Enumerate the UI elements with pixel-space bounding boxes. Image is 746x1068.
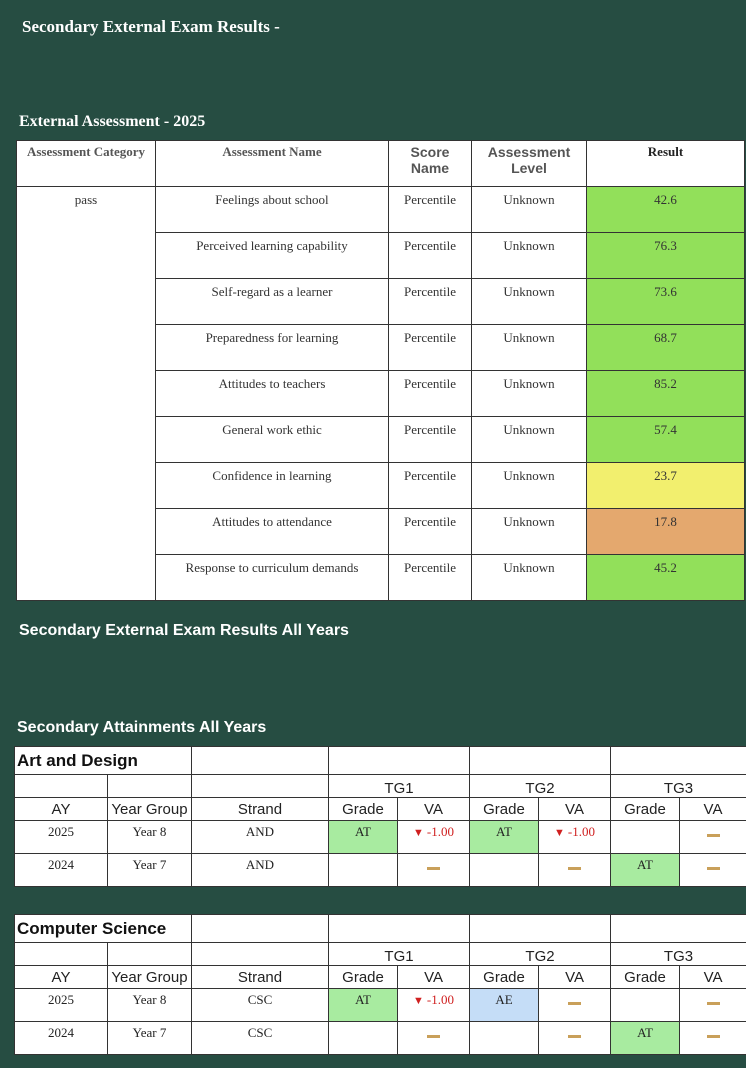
blank-cell xyxy=(329,747,470,775)
va-cell xyxy=(680,854,746,887)
va-cell xyxy=(539,989,611,1022)
assessment-level-cell: Unknown xyxy=(472,509,587,555)
external-assessment-table xyxy=(16,140,745,601)
header-va[interactable]: VA xyxy=(398,798,470,821)
assessment-name-cell: General work ethic xyxy=(156,417,389,463)
grade-cell: AT xyxy=(329,989,398,1022)
header-va[interactable]: VA xyxy=(539,966,611,989)
assessment-category-cell: pass xyxy=(17,187,156,601)
blank-cell xyxy=(15,943,108,966)
header-va[interactable]: VA xyxy=(680,966,746,989)
no-change-dash-icon xyxy=(427,867,440,870)
no-change-dash-icon xyxy=(568,867,581,870)
subject-title: Art and Design xyxy=(15,747,192,775)
va-cell xyxy=(398,854,470,887)
va-cell xyxy=(398,1022,470,1055)
assessment-level-cell: Unknown xyxy=(472,417,587,463)
year-group-cell: Year 7 xyxy=(108,1022,192,1055)
blank-cell xyxy=(470,915,611,943)
assessment-level-cell: Unknown xyxy=(472,463,587,509)
table-row xyxy=(15,821,746,854)
va-cell xyxy=(398,989,470,1022)
header-va[interactable]: VA xyxy=(680,798,746,821)
down-arrow-icon: ▼ xyxy=(413,827,424,839)
blank-cell xyxy=(611,915,746,943)
result-cell: 85.2 xyxy=(587,371,745,417)
header-assessment-category[interactable]: Assessment Category xyxy=(17,141,156,187)
assessment-name-cell: Perceived learning capability xyxy=(156,233,389,279)
grade-cell xyxy=(470,1022,539,1055)
va-down-value xyxy=(413,992,454,1007)
tg-header-1[interactable]: TG1 xyxy=(329,775,470,798)
va-cell xyxy=(680,1022,746,1055)
strand-cell: CSC xyxy=(192,989,329,1022)
assessment-name-cell: Self-regard as a learner xyxy=(156,279,389,325)
header-assessment-level[interactable]: Assessment Level xyxy=(472,141,587,187)
assessment-name-cell: Attitudes to attendance xyxy=(156,509,389,555)
score-name-cell: Percentile xyxy=(389,371,472,417)
strand-cell: CSC xyxy=(192,1022,329,1055)
assessment-level-cell: Unknown xyxy=(472,325,587,371)
result-cell: 17.8 xyxy=(587,509,745,555)
attainments-title: Secondary Attainments All Years xyxy=(17,719,267,736)
no-change-dash-icon xyxy=(427,1035,440,1038)
tg-header-row xyxy=(15,943,746,966)
blank-cell xyxy=(15,775,108,798)
no-change-dash-icon xyxy=(707,1035,720,1038)
header-grade[interactable]: Grade xyxy=(611,966,680,989)
grade-cell xyxy=(470,854,539,887)
va-cell xyxy=(680,989,746,1022)
header-ay[interactable]: AY xyxy=(15,798,108,821)
blank-cell xyxy=(192,915,329,943)
page-title: Secondary External Exam Results - xyxy=(22,17,280,36)
assessment-name-cell: Preparedness for learning xyxy=(156,325,389,371)
blank-cell xyxy=(108,943,192,966)
header-grade[interactable]: Grade xyxy=(329,798,398,821)
header-result[interactable]: Result xyxy=(587,141,745,187)
result-cell: 45.2 xyxy=(587,555,745,601)
down-arrow-icon: ▼ xyxy=(413,995,424,1007)
down-arrow-icon: ▼ xyxy=(554,827,565,839)
grade-cell: AT xyxy=(611,854,680,887)
score-name-cell: Percentile xyxy=(389,417,472,463)
blank-cell xyxy=(329,915,470,943)
header-ay[interactable]: AY xyxy=(15,966,108,989)
header-grade[interactable]: Grade xyxy=(611,798,680,821)
header-va[interactable]: VA xyxy=(398,966,470,989)
blank-cell xyxy=(611,747,746,775)
subject-row xyxy=(15,747,746,775)
strand-cell: AND xyxy=(192,821,329,854)
header-strand[interactable]: Strand xyxy=(192,798,329,821)
assessment-level-cell: Unknown xyxy=(472,233,587,279)
result-cell: 57.4 xyxy=(587,417,745,463)
column-header-row xyxy=(15,966,746,989)
va-down-value xyxy=(554,824,595,839)
header-va[interactable]: VA xyxy=(539,798,611,821)
assessment-level-cell: Unknown xyxy=(472,279,587,325)
tg-header-1[interactable]: TG1 xyxy=(329,943,470,966)
score-name-cell: Percentile xyxy=(389,509,472,555)
grade-cell: AT xyxy=(470,821,539,854)
score-name-cell: Percentile xyxy=(389,187,472,233)
header-grade[interactable]: Grade xyxy=(329,966,398,989)
all-years-title: Secondary External Exam Results All Years xyxy=(19,622,349,639)
table-row xyxy=(15,989,746,1022)
assessment-level-cell: Unknown xyxy=(472,371,587,417)
tg-header-2[interactable]: TG2 xyxy=(470,775,611,798)
blank-cell xyxy=(470,747,611,775)
year-group-cell: Year 8 xyxy=(108,989,192,1022)
grade-cell: AT xyxy=(611,1022,680,1055)
table-header-row xyxy=(17,141,745,187)
attainment-table xyxy=(14,746,746,887)
tg-header-2[interactable]: TG2 xyxy=(470,943,611,966)
header-grade[interactable]: Grade xyxy=(470,798,539,821)
assessment-level-cell: Unknown xyxy=(472,187,587,233)
assessment-name-cell: Feelings about school xyxy=(156,187,389,233)
va-value: -1.00 xyxy=(567,824,595,839)
va-cell xyxy=(539,1022,611,1055)
tg-header-3[interactable]: TG3 xyxy=(611,775,746,798)
table-row xyxy=(15,854,746,887)
score-name-cell: Percentile xyxy=(389,325,472,371)
va-cell xyxy=(539,821,611,854)
assessment-level-cell: Unknown xyxy=(472,555,587,601)
subject-row xyxy=(15,915,746,943)
grade-cell xyxy=(611,821,680,854)
no-change-dash-icon xyxy=(568,1002,581,1005)
attainment-table xyxy=(14,914,746,1055)
assessment-name-cell: Confidence in learning xyxy=(156,463,389,509)
assessment-name-cell: Attitudes to teachers xyxy=(156,371,389,417)
ay-cell: 2025 xyxy=(15,821,108,854)
score-name-cell: Percentile xyxy=(389,463,472,509)
va-cell xyxy=(539,854,611,887)
va-value: -1.00 xyxy=(426,992,454,1007)
external-assessment-title: External Assessment - 2025 xyxy=(19,113,206,130)
header-grade[interactable]: Grade xyxy=(470,966,539,989)
no-change-dash-icon xyxy=(707,1002,720,1005)
ay-cell: 2024 xyxy=(15,1022,108,1055)
header-year-group[interactable]: Year Group xyxy=(108,798,192,821)
column-header-row xyxy=(15,798,746,821)
grade-cell: AT xyxy=(329,821,398,854)
assessment-name-cell: Response to curriculum demands xyxy=(156,555,389,601)
score-name-cell: Percentile xyxy=(389,279,472,325)
blank-cell xyxy=(108,775,192,798)
result-cell: 76.3 xyxy=(587,233,745,279)
blank-cell xyxy=(192,747,329,775)
tg-header-row xyxy=(15,775,746,798)
va-cell xyxy=(398,821,470,854)
result-cell: 73.6 xyxy=(587,279,745,325)
no-change-dash-icon xyxy=(707,834,720,837)
no-change-dash-icon xyxy=(568,1035,581,1038)
grade-cell: AE xyxy=(470,989,539,1022)
grade-cell xyxy=(329,854,398,887)
blank-cell xyxy=(192,943,329,966)
year-group-cell: Year 7 xyxy=(108,854,192,887)
ay-cell: 2024 xyxy=(15,854,108,887)
header-strand[interactable]: Strand xyxy=(192,966,329,989)
header-score-name[interactable]: Score Name xyxy=(389,141,472,187)
header-year-group[interactable]: Year Group xyxy=(108,966,192,989)
va-value: -1.00 xyxy=(426,824,454,839)
va-cell xyxy=(680,821,746,854)
tg-header-3[interactable]: TG3 xyxy=(611,943,746,966)
table-row xyxy=(15,1022,746,1055)
score-name-cell: Percentile xyxy=(389,555,472,601)
year-group-cell: Year 8 xyxy=(108,821,192,854)
subject-title: Computer Science xyxy=(15,915,192,943)
result-cell: 68.7 xyxy=(587,325,745,371)
no-change-dash-icon xyxy=(707,867,720,870)
table-row xyxy=(17,187,745,233)
result-cell: 23.7 xyxy=(587,463,745,509)
header-assessment-name[interactable]: Assessment Name xyxy=(156,141,389,187)
result-cell: 42.6 xyxy=(587,187,745,233)
grade-cell xyxy=(611,989,680,1022)
score-name-cell: Percentile xyxy=(389,233,472,279)
va-down-value xyxy=(413,824,454,839)
ay-cell: 2025 xyxy=(15,989,108,1022)
grade-cell xyxy=(329,1022,398,1055)
strand-cell: AND xyxy=(192,854,329,887)
blank-cell xyxy=(192,775,329,798)
